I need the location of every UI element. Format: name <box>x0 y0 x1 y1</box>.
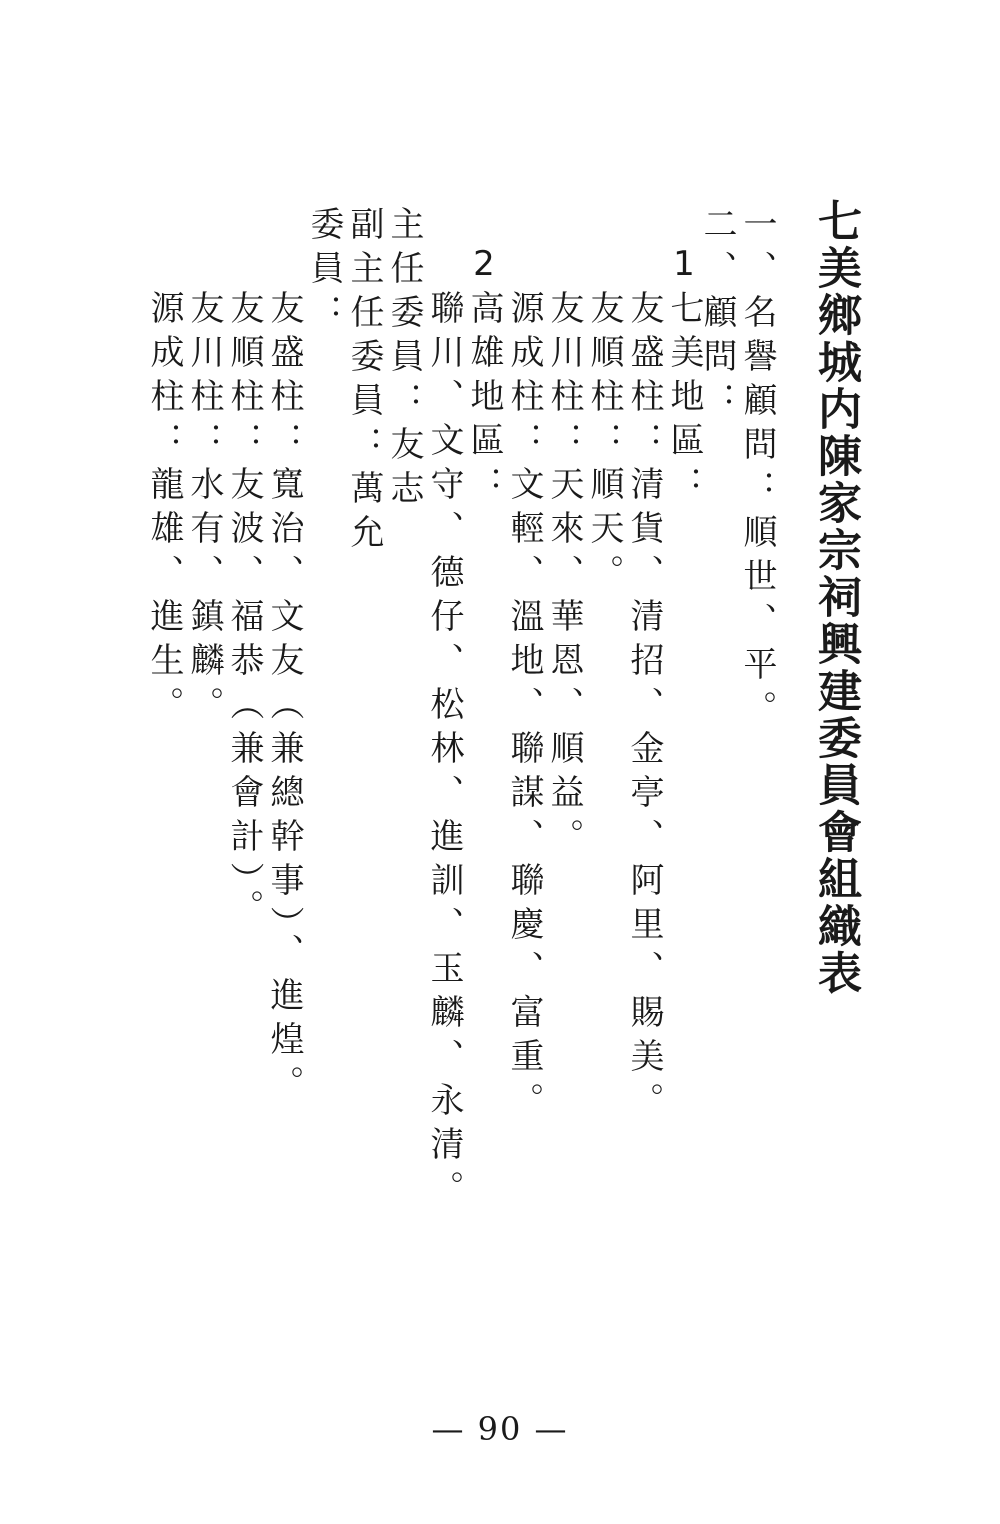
region1-heading: 七美地區： <box>664 290 704 510</box>
region1-row-yuanchengzhu: 源成柱：文輕、溫地、聯謀、聯慶、富重。 <box>504 290 544 1126</box>
chair-line: 主任委員：友志 <box>384 206 424 514</box>
member-row-yuanchengzhu: 源成柱：龍雄、進生。 <box>144 290 184 730</box>
region1-row-youshunzhu: 友順柱：順天。 <box>584 290 624 598</box>
vice-chair-line: 副主任委員：萬允 <box>344 206 384 558</box>
region2-heading: 高雄地區： <box>464 290 504 510</box>
region2-members: 聯川、文守、德仔、松林、進訓、玉麟、永清。 <box>424 290 464 1214</box>
advisor-heading: 二、顧問： <box>697 206 737 426</box>
honorary-advisor-line: 一、名譽顧問：順世、平。 <box>737 206 777 734</box>
region1-number: 1 <box>664 244 704 294</box>
member-heading: 委員： <box>304 206 344 338</box>
member-row-youshengzhu: 友盛柱：寬治、文友（兼總幹事）、進煌。 <box>264 290 304 1109</box>
document-title: 七美鄉城内陳家宗祠興建委員會組織表 <box>810 198 861 997</box>
member-row-youshunzhu: 友順柱：友波、福恭（兼會計）。 <box>224 290 264 933</box>
region2-number: 2 <box>464 244 504 294</box>
region1-row-youchuanzhu: 友川柱：天來、華恩、順益。 <box>544 290 584 862</box>
page-number: — 90 — <box>431 1410 569 1448</box>
member-row-youchuanzhu: 友川柱：水有、鎮麟。 <box>184 290 224 730</box>
region1-row-youshengzhu: 友盛柱：清貨、清招、金亭、阿里、賜美。 <box>624 290 664 1126</box>
